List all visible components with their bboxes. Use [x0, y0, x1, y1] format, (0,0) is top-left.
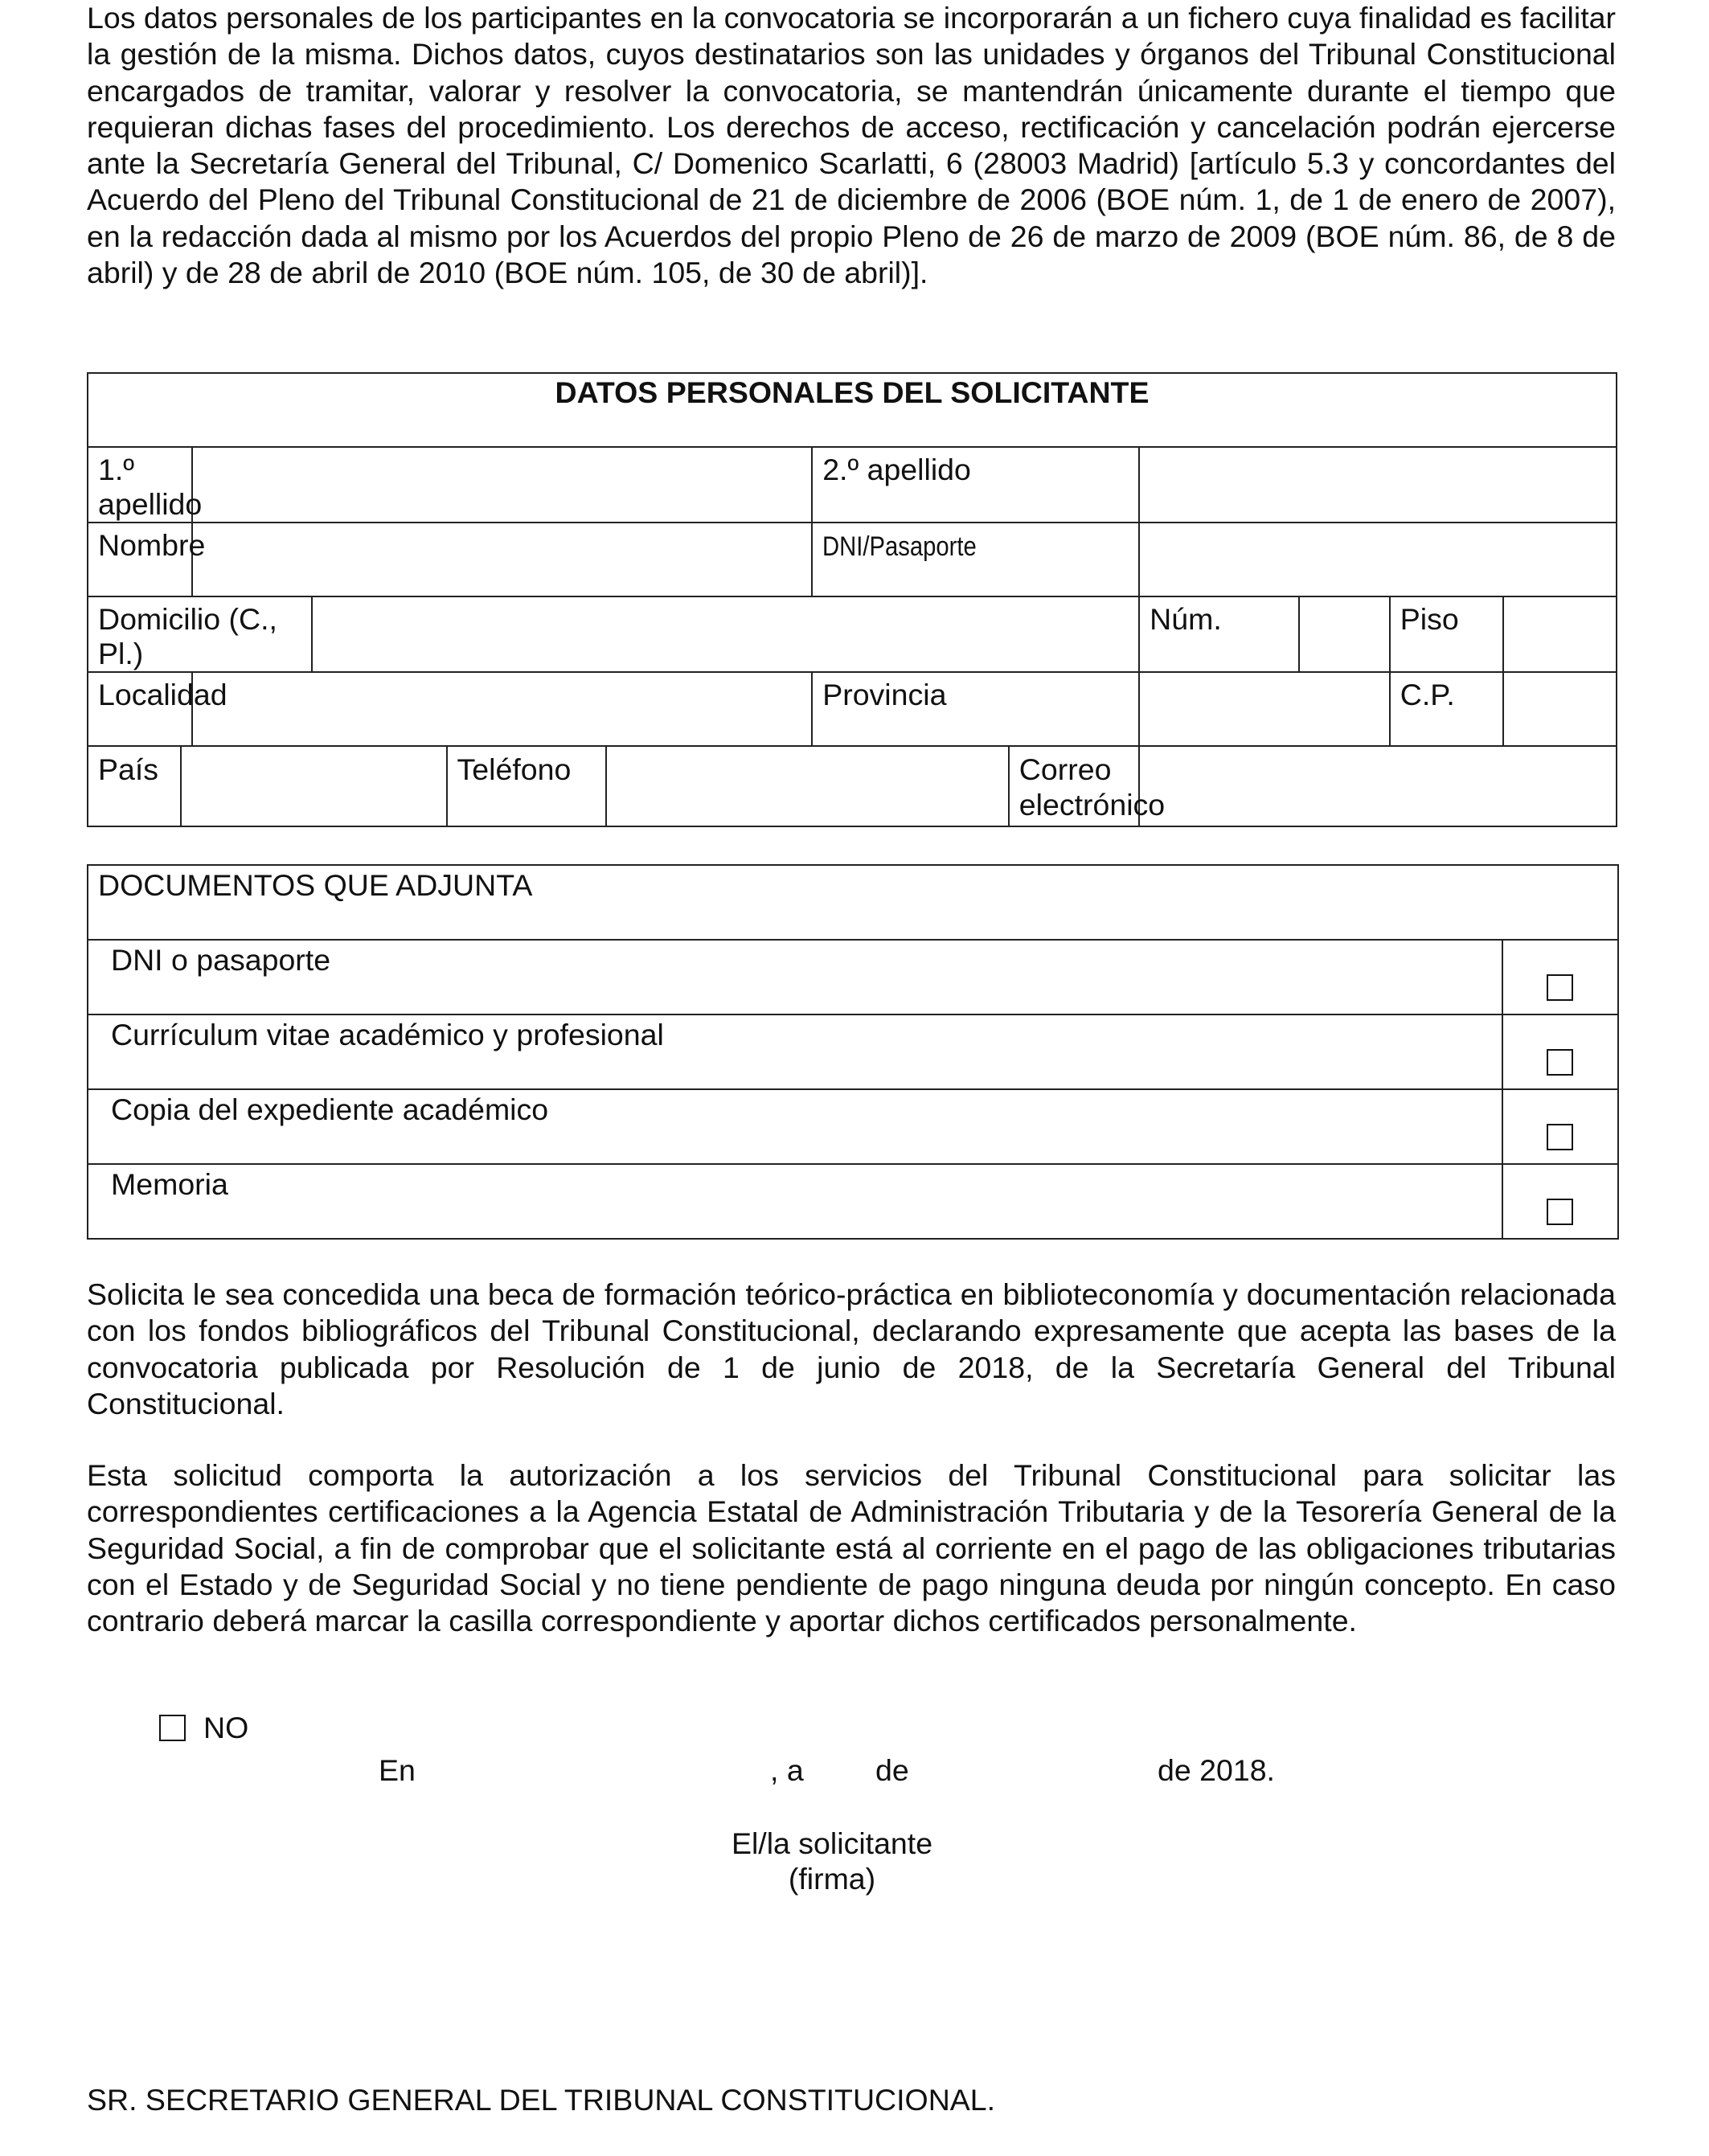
floor-field[interactable]	[1503, 596, 1617, 672]
document-row	[88, 1014, 1618, 1089]
signature-note: (firma)	[788, 1862, 876, 1896]
email-label: Correo electrónico	[1009, 746, 1139, 826]
email-field[interactable]	[1139, 746, 1617, 826]
date-month-label: de	[875, 1753, 909, 1787]
personal-data-title: DATOS PERSONALES DEL SOLICITANTE	[88, 373, 1617, 447]
date-year-label: de 2018.	[1158, 1753, 1275, 1787]
request-paragraph: Solicita le sea concedida una beca de formación teórico-práctica en biblioteconomía y documentación relacionada con los fondos bibliográficos del Tribunal Constitucional, declarando expresamente que acepta las bases de la convocatoria publicada por Resolución de 1 de junio de 2018, de la Secretaría General del Tribunal Constitucional.	[87, 1277, 1616, 1420]
document-row	[88, 1164, 1618, 1239]
document-check-cell	[1502, 940, 1618, 1014]
document-label-report: Memoria	[88, 1164, 1502, 1239]
authorization-paragraph: Esta solicitud comporta la autorización a los servicios del Tribunal Constitucional para solicitar las correspondientes certificaciones a la Agencia Estatal de Administración Tributaria y de la Tesorería General de la Seguridad Social, a fin de comprobar que el solicitante está al corriente en el pago de las obligaciones tributarias con el Estado y de Seguridad Social y no tiene pendiente de pago ninguna deuda por ningún concepto. En caso contrario deberá marcar la casilla correspondiente y aportar dichos certificados personalmente.	[87, 1458, 1616, 1638]
checkbox-report[interactable]	[1547, 1199, 1573, 1225]
province-label: Provincia	[812, 672, 1139, 746]
postal-code-label: C.P.	[1390, 672, 1503, 746]
postal-code-field[interactable]	[1503, 672, 1617, 746]
country-field[interactable]	[181, 746, 447, 826]
checkbox-transcript[interactable]	[1547, 1124, 1573, 1150]
document-label-transcript: Copia del expediente académico	[88, 1089, 1502, 1164]
documents-table	[87, 864, 1619, 1240]
first-surname-label: 1.º apellido	[88, 447, 192, 523]
addressee: SR. SECRETARIO GENERAL DEL TRIBUNAL CONSTITUCIONAL.	[87, 2083, 996, 2117]
id-label-text: DNI/Pasaporte	[822, 531, 977, 562]
phone-label: Teléfono	[447, 746, 607, 826]
document-check-cell	[1502, 1089, 1618, 1164]
documents-title: DOCUMENTOS QUE ADJUNTA	[88, 865, 1618, 940]
province-field[interactable]	[1139, 672, 1390, 746]
document-label-id: DNI o pasaporte	[88, 940, 1502, 1014]
first-surname-field[interactable]	[192, 447, 812, 523]
second-surname-field[interactable]	[1139, 447, 1617, 523]
data-protection-paragraph: Los datos personales de los participantes en la convocatoria se incorporarán a un fichero cuya finalidad es facilitar la gestión de la misma. Dichos datos, cuyos destinatarios son las unidades y órganos del Tribunal Constitucional encargados de tramitar, valorar y resolver la convocatoria, se mantendrán únicamente durante el tiempo que requieran dichas fases del procedimiento. Los derechos de acceso, rectificación y cancelación podrán ejercerse ante la Secretaría General del Tribunal, C/ Domenico Scarlatti, 6 (28003 Madrid) [artículo 5.3 y concordantes del Acuerdo del Pleno del Tribunal Constitucional de 21 de diciembre de 2006 (BOE núm. 1, de 1 de enero de 2007), en la redacción dada al mismo por los Acuerdos del propio Pleno de 26 de marzo de 2009 (BOE núm. 86, de 8 de abril) y de 28 de abril de 2010 (BOE núm. 105, de 30 de abril)].	[87, 1, 1616, 290]
second-surname-label: 2.º apellido	[812, 447, 1139, 523]
address-label: Domicilio (C., Pl.)	[88, 596, 312, 672]
no-option-label: NO	[203, 1711, 249, 1744]
phone-field[interactable]	[606, 746, 1008, 826]
document-label-cv: Currículum vitae académico y profesional	[88, 1014, 1502, 1089]
date-day-label: , a	[770, 1753, 804, 1787]
signature-label: El/la solicitante	[731, 1826, 933, 1860]
id-field[interactable]	[1139, 523, 1617, 596]
name-field[interactable]	[192, 523, 812, 596]
document-check-cell	[1502, 1164, 1618, 1239]
document-check-cell	[1502, 1014, 1618, 1089]
name-label: Nombre	[88, 523, 192, 596]
document-row	[88, 940, 1618, 1014]
no-option	[159, 1710, 248, 1745]
address-field[interactable]	[312, 596, 1139, 672]
id-label	[812, 523, 1139, 596]
date-place-label: En	[379, 1753, 416, 1787]
personal-data-table	[87, 372, 1617, 827]
number-field[interactable]	[1299, 596, 1390, 672]
country-label: País	[88, 746, 181, 826]
locality-field[interactable]	[192, 672, 812, 746]
checkbox-no[interactable]	[159, 1715, 186, 1741]
document-row	[88, 1089, 1618, 1164]
checkbox-cv[interactable]	[1547, 1049, 1573, 1076]
locality-label: Localidad	[88, 672, 192, 746]
floor-label: Piso	[1390, 596, 1503, 672]
number-label: Núm.	[1139, 596, 1299, 672]
checkbox-id-document[interactable]	[1547, 974, 1573, 1001]
